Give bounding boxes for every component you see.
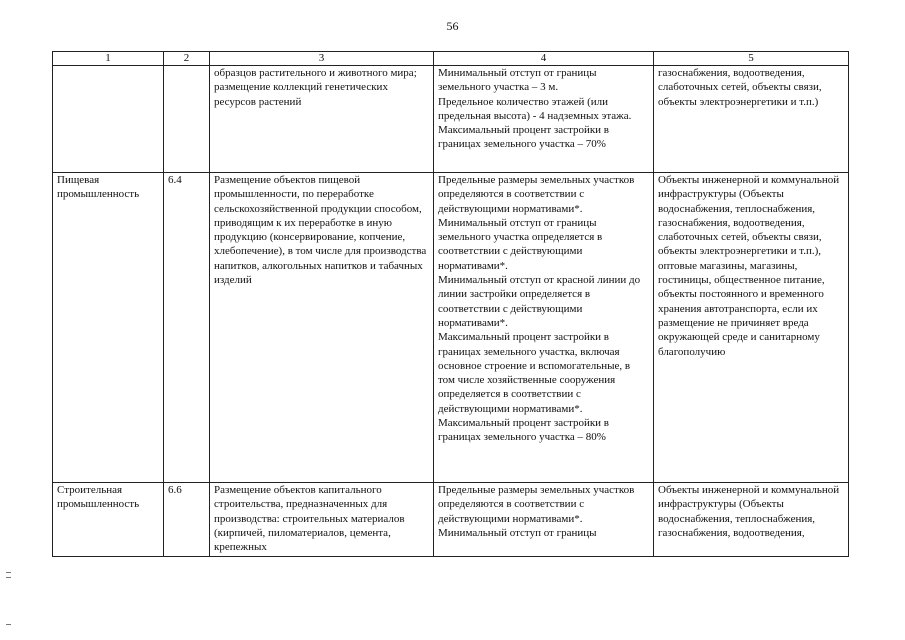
building-parameters	[434, 66, 654, 173]
header-col-3: 3	[210, 52, 434, 66]
scan-edge-mark	[6, 577, 11, 578]
header-col-1: 1	[53, 52, 164, 66]
header-row	[53, 52, 849, 66]
table-row	[53, 483, 849, 557]
parameter-paragraph: Предельное количество этажей (или предельная высота) - 4 надземных этажа.	[438, 95, 632, 122]
description-paragraph: образцов растительного и животного мира;	[214, 67, 417, 79]
scan-edge-mark	[6, 624, 11, 625]
description-paragraph: Размещение объектов пищевой промышленности, по переработке сельскохозяйственной продукции способом, приводящим к их переработке в иную продукцию (консервирование, копчение, хлебопечение), в том числе для производства напитков, алкогольных напитков и табачных изделий	[214, 174, 427, 287]
auxiliary-uses	[654, 66, 849, 173]
land-use-description	[210, 483, 434, 557]
land-use-code: 6.4	[164, 173, 210, 483]
parameter-paragraph: Минимальный отступ от границы	[438, 526, 597, 539]
auxiliary-uses	[654, 173, 849, 483]
parameter-paragraph: Максимальный процент застройки в границах земельного участка – 80%	[438, 417, 609, 444]
parameter-paragraph: Максимальный процент застройки в границах земельного участка, включая основное строение и вспомогательные, в том числе хозяйственные сооружения определяется в соответствии с действующими нормативами*.	[438, 331, 631, 415]
land-use-name: Пищевая промышленность	[53, 173, 164, 483]
land-use-code	[164, 66, 210, 173]
auxiliary-paragraph: газоснабжения, водоотведения, слаботочных сетей, объекты связи, объекты электроэнергетики и т.п.)	[658, 67, 822, 108]
parameter-paragraph: Предельные размеры земельных участков определяются в соответствии с действующими нормативами*.	[438, 174, 635, 215]
table-row	[53, 173, 849, 483]
description-paragraph: Размещение объектов капитального строительства, предназначенных для производства: строительных материалов (кирпичей, пиломатериалов, цемента, крепежных	[214, 484, 405, 554]
building-parameters	[434, 173, 654, 483]
parameter-paragraph: Минимальный отступ от границы земельного участка определяется в соответствии с действующими нормативами*.	[438, 216, 603, 272]
parameter-paragraph: Максимальный процент застройки в границах земельного участка – 70%	[438, 124, 609, 151]
scan-edge-mark	[6, 572, 11, 573]
land-use-name	[53, 66, 164, 173]
header-col-5: 5	[654, 52, 849, 66]
page-number: 56	[446, 19, 459, 33]
description-paragraph: размещение коллекций генетических ресурсов растений	[214, 81, 388, 108]
land-use-description	[210, 173, 434, 483]
auxiliary-paragraph: Объекты инженерной и коммунальной инфраструктуры (Объекты водоснабжения, теплоснабжения, газоснабжения, водоотведения,	[658, 484, 840, 539]
auxiliary-uses	[654, 483, 849, 557]
land-use-name: Строительная промышленность	[53, 483, 164, 557]
auxiliary-paragraph: Объекты инженерной и коммунальной инфраструктуры (Объекты водоснабжения, теплоснабжения, газоснабжения, водоотведения, слаботочных сетей, объекты связи, объекты электроэнергетики и т.п.), оптовые магазины, магазины, гостиницы, общественное питание, объекты постоянного и временного хранения автотранспорта, если их размещение не причиняет вреда окружающей среде и санитарному благополучию	[658, 174, 840, 358]
land-use-code: 6.6	[164, 483, 210, 557]
header-col-2: 2	[164, 52, 210, 66]
table-row	[53, 66, 849, 173]
header-col-4: 4	[434, 52, 654, 66]
land-use-description	[210, 66, 434, 173]
building-parameters	[434, 483, 654, 557]
parameter-paragraph: Предельные размеры земельных участков определяются в соответствии с действующими нормативами*.	[438, 484, 635, 525]
parameter-paragraph: Минимальный отступ от красной линии до линии застройки определяется в соответствии с действующими нормативами*.	[438, 274, 641, 329]
zoning-table	[52, 51, 849, 557]
parameter-paragraph: Минимальный отступ от границы земельного участка – 3 м.	[438, 67, 597, 94]
